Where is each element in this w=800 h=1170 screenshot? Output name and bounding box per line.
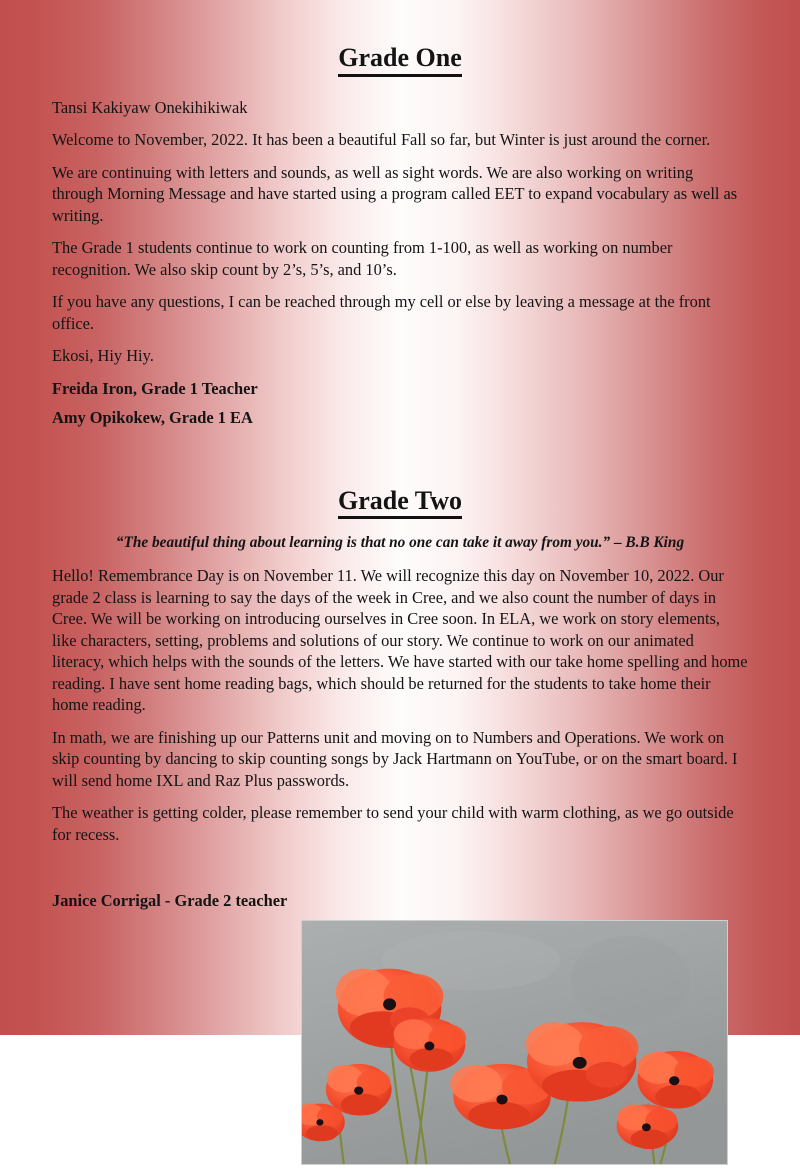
grade-one-greeting: Tansi Kakiyaw Onekihikiwak xyxy=(52,97,248,117)
photo-row xyxy=(52,920,748,1170)
grade-one-paragraph-literacy: We are continuing with letters and sounds, as well as sight words. We are also working on writing through Morning Message and have started using a program called EET to expand vocabulary as well as writing. xyxy=(52,162,738,225)
top-spacer xyxy=(52,0,748,44)
grade-two-paragraph-weather: The weather is getting colder, please remember to send your child with warm clothing, as we go outside for recess. xyxy=(52,803,734,844)
grade-two-paragraph-math: In math, we are finishing up our Patterns unit and moving on to Numbers and Operations. We work on skip counting by dancing to skip counting songs by Jack Hartmann on YouTube, or on the smart board. I will send home IXL and Raz Plus passwords. xyxy=(52,727,738,790)
grade-one-signature-ea: Amy Opikokew, Grade 1 EA xyxy=(52,408,253,428)
grade-one-title xyxy=(52,44,748,77)
section-spacer xyxy=(52,437,748,487)
grade-two-quote: “The beautiful thing about learning is that no one can take it away from you.” – B.B King xyxy=(115,534,685,552)
grade-two-signature-teacher: Janice Corrigal - Grade 2 teacher xyxy=(52,891,288,911)
grade-one-paragraph-math: The Grade 1 students continue to work on counting from 1-100, as well as working on number recognition. We also skip count by 2’s, 5’s, and 10’s. xyxy=(52,238,673,279)
grade-two-title-text: Grade Two xyxy=(338,487,462,520)
grade-two-paragraph-remembrance: Hello! Remembrance Day is on November 11. We will recognize this day on November 10, 2022. Our grade 2 class is learning to say the days of the week in Cree, and we also count the number of days in Cree. We will be working on introducing ourselves in Cree soon. In ELA, we work on story elements, like characters, setting, problems and solutions of our story. We continue to work on our animated literacy, which helps with the sounds of the letters. We have started with our take home spelling and home reading. I have sent home reading bags, which should be returned for the students to take home their home reading. xyxy=(52,566,748,715)
grade-one-title-text: Grade One xyxy=(338,44,462,77)
grade-two-title-spacer xyxy=(52,519,748,533)
grade-two-title xyxy=(52,487,748,520)
grade-one-paragraph-welcome: Welcome to November, 2022. It has been a beautiful Fall so far, but Winter is just around the corner. xyxy=(52,130,711,150)
poppies-illustration xyxy=(302,921,727,1164)
grade-one-paragraph-contact: If you have any questions, I can be reached through my cell or else by leaving a message at the front office. xyxy=(52,292,711,333)
grade-one-paragraph-closing: Ekosi, Hiy Hiy. xyxy=(52,346,154,366)
grade-one-signature-teacher: Freida Iron, Grade 1 Teacher xyxy=(52,378,258,398)
signature-spacer xyxy=(52,856,748,890)
grade-one-title-spacer xyxy=(52,77,748,97)
red-poppies-photo xyxy=(301,920,728,1165)
